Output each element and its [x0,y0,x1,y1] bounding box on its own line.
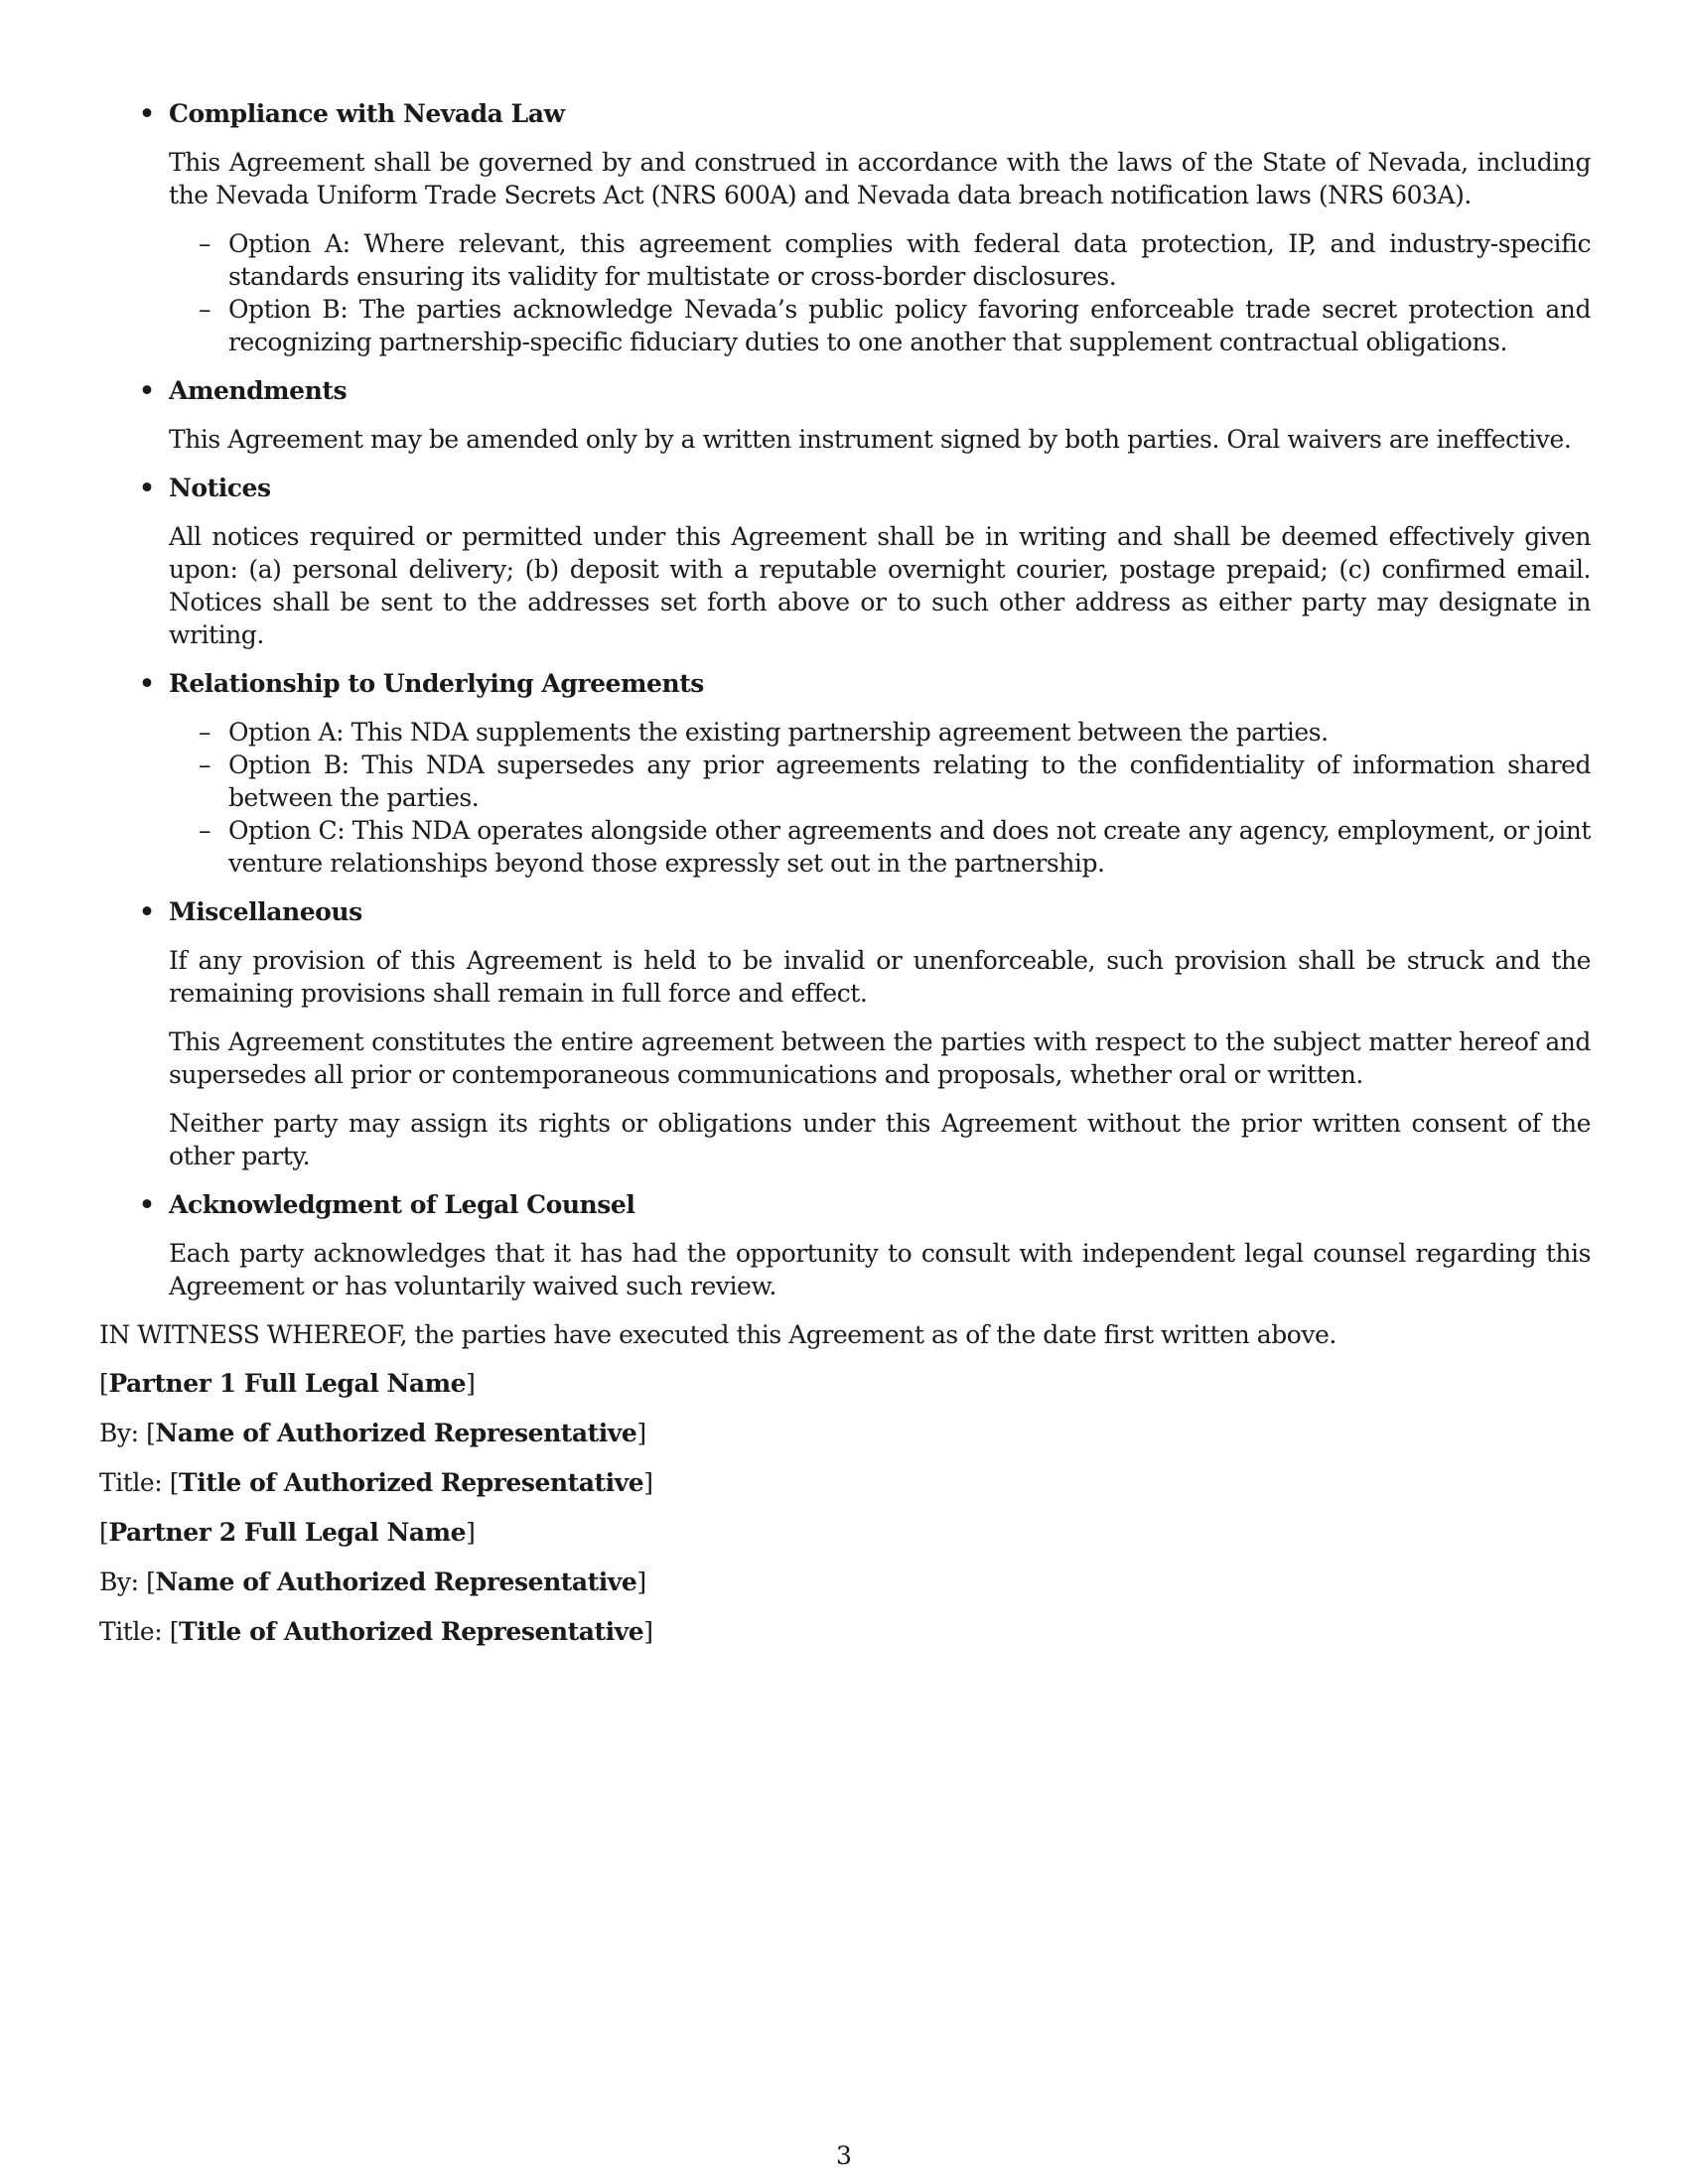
section-paragraph: All notices required or permitted under this Agreement shall be in writing and shall be deemed effectively given upon: (a) personal delivery; (b) deposit with a reputable overnight courier, postage prepaid; (c) confirmed email. Notices shall be sent to the addresses set forth above or to such other address as either party may designate in writing. [169,522,1591,649]
signature-value: Name of Authorized Representative [155,1419,637,1447]
signature-partner-1-by [99,1417,1591,1449]
option-item [169,716,1591,749]
option-list [169,227,1591,358]
option-text: Option B: This NDA supersedes any prior agreements relating to the confidentiality of information shared between the parties. [228,751,1591,812]
signature-prefix: Title: [99,1617,170,1646]
option-item [169,293,1591,358]
bracket-open: [ [99,1518,109,1547]
bullet-icon: • [139,897,155,926]
bracket-close: ] [643,1468,653,1497]
option-item [169,227,1591,293]
section-title: Notices [169,474,271,502]
option-item [169,814,1591,880]
bullet-icon: • [139,376,155,405]
bracket-close: ] [636,1419,646,1447]
bullet-icon: • [139,99,155,128]
witness-clause: IN WITNESS WHEREOF, the parties have executed this Agreement as of the date first written above. [99,1320,1336,1349]
section-title: Amendments [169,376,348,405]
signature-prefix: By: [99,1568,147,1596]
bracket-close: ] [466,1369,476,1398]
section-paragraph: This Agreement shall be governed by and construed in accordance with the laws of the State of Nevada, including the Nevada Uniform Trade Secrets Act (NRS 600A) and Nevada data breach notification laws (NRS 603A). [169,148,1591,209]
signature-value: Title of Authorized Representative [179,1617,644,1646]
section-paragraph: If any provision of this Agreement is held to be invalid or unenforceable, such provision shall be struck and the remaining provisions shall remain in full force and effect. [169,946,1591,1008]
section-title: Compliance with Nevada Law [169,99,565,128]
signature-partner-1-title [99,1466,1591,1499]
bracket-close: ] [643,1617,653,1646]
section-title: Miscellaneous [169,897,362,926]
signature-partner-2-title [99,1615,1591,1648]
bullet-icon: • [139,1190,155,1219]
option-text: Option B: The parties acknowledge Nevada’s public policy favoring enforceable trade secret protection and recognizing partnership-specific fiduciary duties to one another that supplement contractual obligations. [228,295,1591,356]
signature-value: Name of Authorized Representative [155,1568,637,1596]
dash-icon: – [199,718,211,747]
section-acknowledgment-legal-counsel [99,1188,1591,1302]
bullet-icon: • [139,474,155,502]
dash-icon: – [199,295,211,324]
section-relationship-underlying-agreements [99,667,1591,880]
section-list [99,97,1591,1302]
signature-prefix: Title: [99,1468,170,1497]
option-text: Option A: Where relevant, this agreement complies with federal data protection, IP, and industry-specific standards ensuring its validity for multistate or cross-border disclosures. [228,229,1591,291]
option-text: Option C: This NDA operates alongside other agreements and does not create any agency, employment, or joint venture relationships beyond those expressly set out in the partnership. [228,816,1591,878]
option-list [169,716,1591,880]
section-compliance-nevada-law [99,97,1591,358]
page-number: 3 [836,2141,852,2170]
bracket-open: [ [146,1568,156,1596]
signature-partner-1-name [99,1367,1591,1400]
signature-value: Partner 2 Full Legal Name [108,1518,467,1547]
bracket-open: [ [99,1369,109,1398]
section-title: Relationship to Underlying Agreements [169,669,704,698]
bracket-close: ] [466,1518,476,1547]
bullet-icon: • [139,669,155,698]
option-item [169,749,1591,814]
section-amendments [99,374,1591,456]
signature-block [99,1367,1591,1648]
option-text: Option A: This NDA supplements the existing partnership agreement between the parties. [228,718,1329,747]
document-page [99,97,1591,1665]
dash-icon: – [199,816,211,845]
signature-value: Title of Authorized Representative [179,1468,644,1497]
section-title: Acknowledgment of Legal Counsel [169,1190,635,1219]
section-paragraph: Each party acknowledges that it has had the opportunity to consult with independent legal counsel regarding this Agreement or has voluntarily waived such review. [169,1239,1591,1300]
signature-prefix: By: [99,1419,147,1447]
signature-partner-2-by [99,1566,1591,1598]
section-notices [99,472,1591,651]
signature-value: Partner 1 Full Legal Name [108,1369,467,1398]
dash-icon: – [199,229,211,258]
bracket-open: [ [146,1419,156,1447]
section-paragraph: This Agreement may be amended only by a written instrument signed by both parties. Oral waivers are ineffective. [169,425,1572,454]
section-miscellaneous [99,895,1591,1172]
signature-partner-2-name [99,1516,1591,1549]
bracket-open: [ [169,1617,180,1646]
bracket-open: [ [169,1468,180,1497]
section-paragraph: Neither party may assign its rights or obligations under this Agreement without the prior written consent of the other party. [169,1109,1591,1170]
section-paragraph: This Agreement constitutes the entire agreement between the parties with respect to the subject matter hereof and supersedes all prior or contemporaneous communications and proposals, whether oral or written. [169,1027,1591,1089]
dash-icon: – [199,751,211,779]
bracket-close: ] [636,1568,646,1596]
